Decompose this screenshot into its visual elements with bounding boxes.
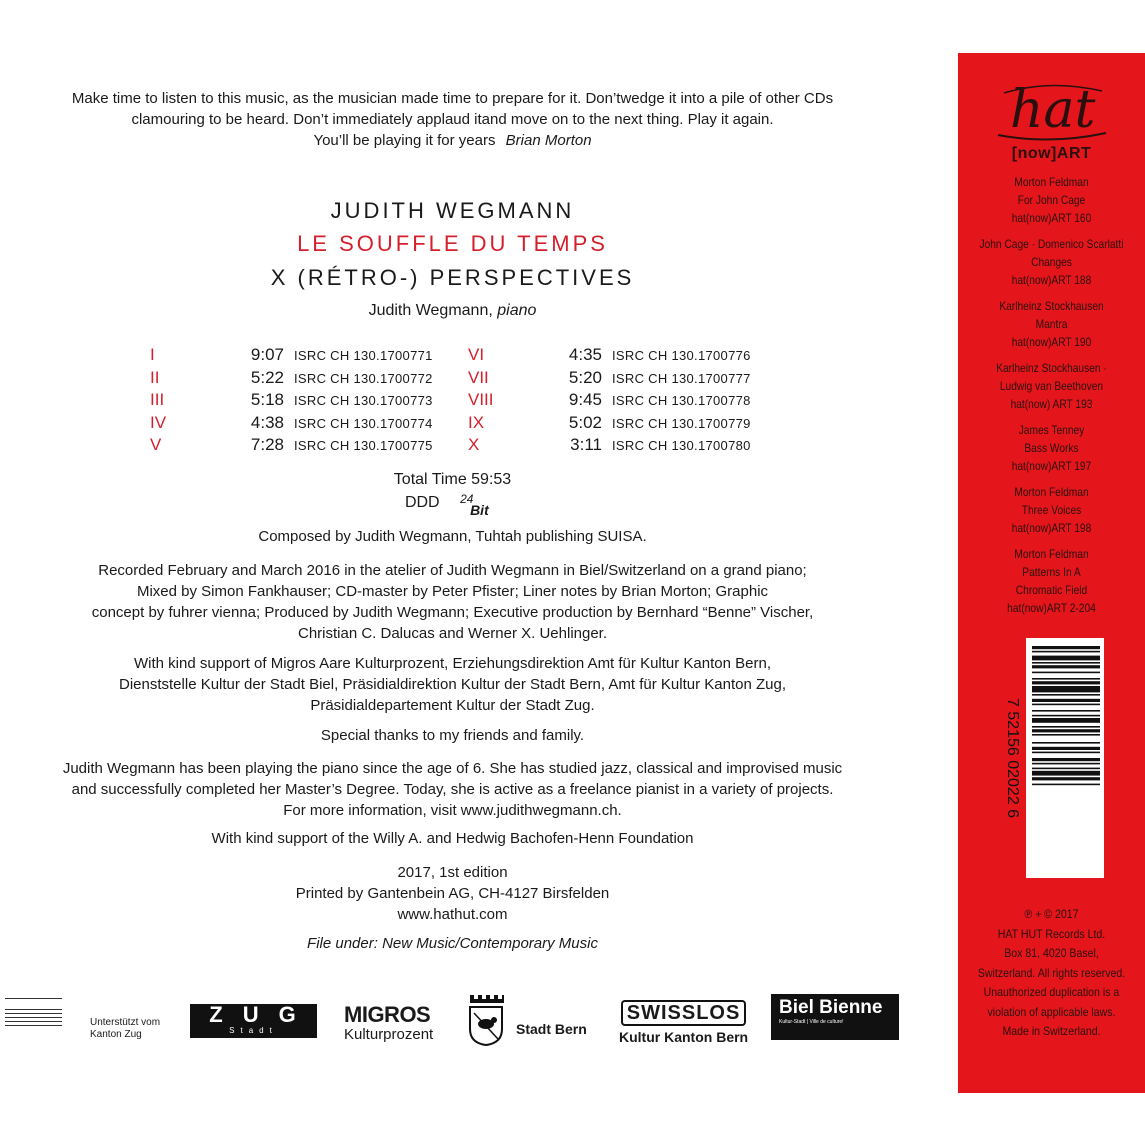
credit-line: Mixed by Simon Fankhauser; CD-master by Peter Pfister; Liner notes by Brian Morton; Graphic bbox=[136, 583, 769, 600]
catalog-line: Karlheinz Stockhausen bbox=[999, 299, 1104, 313]
quote-line: Make time to listen to this music, as the musician made time to prepare for it. Don’twedge it into a pile of other CDs bbox=[71, 90, 834, 107]
swisslos-logo bbox=[619, 1000, 748, 1046]
catalog-line: hat(now) ART 193 bbox=[1010, 397, 1093, 411]
copyright-notice bbox=[969, 905, 1134, 1042]
barcode-bar bbox=[1032, 777, 1100, 780]
website-line: www.hathut.com bbox=[397, 906, 508, 923]
copyright-line: HAT HUT Records Ltd. bbox=[997, 926, 1106, 941]
barcode-bar bbox=[1032, 747, 1100, 750]
stadt-bern-label: Stadt Bern bbox=[516, 1021, 587, 1037]
barcode-bar bbox=[1032, 699, 1100, 702]
track-duration: 9:45 bbox=[568, 390, 602, 409]
bit-depth: 24 bbox=[460, 492, 474, 506]
track-number: VII bbox=[468, 367, 489, 387]
copyright-line: ℗ + © 2017 bbox=[1024, 907, 1079, 921]
catalog-line: Karlheinz Stockhausen · bbox=[996, 361, 1107, 375]
album-subtitle: X (RÉTRO-) PERSPECTIVES bbox=[270, 265, 635, 290]
catalog-line: Changes bbox=[1031, 255, 1072, 269]
total-time: Total Time 59:53 bbox=[393, 471, 512, 488]
edition-line: 2017, 1st edition bbox=[397, 864, 508, 881]
track-isrc: ISRC CH 130.1700780 bbox=[612, 438, 751, 453]
spine-content bbox=[958, 53, 1145, 1093]
track-number: IX bbox=[468, 412, 485, 432]
track-isrc: ISRC CH 130.1700771 bbox=[294, 348, 433, 363]
track-row bbox=[150, 413, 433, 435]
migros-logo bbox=[344, 1004, 433, 1043]
copyright-line: Switzerland. All rights reserved. bbox=[977, 965, 1126, 980]
track-row bbox=[150, 345, 433, 367]
sponsor-logos bbox=[0, 990, 905, 1060]
bio-line: For more information, visit www.judithwegmann.ch. bbox=[283, 802, 622, 819]
track-number: VIII bbox=[468, 390, 494, 409]
kanton-zug-text bbox=[90, 1017, 160, 1041]
track-row bbox=[468, 345, 751, 367]
credit-line: Recorded February and March 2016 in the atelier of Judith Wegmann in Biel/Switzerland on a grand piano; bbox=[98, 562, 807, 579]
catalog-line: hat(now)ART 2-204 bbox=[1007, 601, 1096, 615]
track-isrc: ISRC CH 130.1700774 bbox=[294, 415, 433, 431]
track-duration: 4:35 bbox=[568, 345, 602, 364]
credit-line: concept by fuhrer vienna; Produced by Judith Wegmann; Executive production by Bernhard “Benne” Vischer, bbox=[91, 604, 814, 621]
track-number: X bbox=[468, 435, 480, 454]
catalog-line: hat(now)ART 198 bbox=[1011, 521, 1092, 535]
track-row bbox=[150, 390, 433, 412]
quote-line bbox=[0, 130, 905, 151]
format-line bbox=[0, 494, 905, 516]
catalog-entry bbox=[975, 297, 1127, 351]
artist-name: JUDITH WEGMANN bbox=[330, 198, 575, 223]
barcode-bar bbox=[1032, 704, 1100, 706]
stadt-zug-logo bbox=[190, 1004, 317, 1038]
track-number: IV bbox=[150, 412, 167, 432]
edition-info bbox=[0, 862, 905, 925]
catalog-line: John Cage · Domenico Scarlatti bbox=[979, 237, 1124, 251]
track-row bbox=[468, 390, 751, 412]
barcode-bar bbox=[1032, 710, 1100, 712]
swisslos-name: SWISSLOS bbox=[621, 1000, 747, 1026]
track-isrc: ISRC CH 130.1700775 bbox=[294, 438, 433, 453]
track-row bbox=[150, 435, 433, 457]
hat-label-logo bbox=[990, 75, 1112, 147]
printer-line: Printed by Gantenbein AG, CH-4127 Birsfelden bbox=[295, 885, 610, 902]
catalog-entry bbox=[975, 173, 1127, 227]
ddd-label: DDD bbox=[404, 494, 440, 511]
barcode-bar bbox=[1032, 768, 1100, 770]
composer-credit: Composed by Judith Wegmann, Tuhtah publishing SUISA. bbox=[258, 528, 647, 545]
barcode-bar bbox=[1032, 646, 1100, 649]
track-row bbox=[468, 435, 751, 457]
track-list bbox=[150, 345, 770, 460]
barcode-bar bbox=[1032, 718, 1100, 723]
barcode-bar bbox=[1032, 665, 1100, 668]
track-row bbox=[468, 413, 751, 435]
copyright-line: Box 81, 4020 Basel, bbox=[1004, 946, 1099, 960]
bio-line: and successfully completed her Master’s Degree. Today, she is active as a freelance pianist in a variety of projects. bbox=[71, 781, 834, 798]
zug-logo-small: Stadt bbox=[229, 1026, 278, 1035]
catalog-line: Bass Works bbox=[1024, 441, 1079, 455]
catalog-line: James Tenney bbox=[1018, 423, 1085, 437]
support-line: With kind support of Migros Aare Kulturprozent, Erziehungsdirektion Amt für Kultur Kanton Bern, bbox=[134, 655, 771, 672]
support-credits bbox=[0, 653, 905, 716]
zug-logo-big: ZUG bbox=[209, 1002, 316, 1027]
barcode-bar bbox=[1032, 758, 1100, 761]
track-isrc: ISRC CH 130.1700779 bbox=[612, 415, 751, 431]
barcode-bar bbox=[1032, 672, 1100, 674]
barcode-bar bbox=[1032, 651, 1100, 653]
track-duration: 5:02 bbox=[568, 412, 602, 432]
catalog-line: Patterns In A bbox=[1022, 565, 1081, 579]
support-line: Präsidialdepartement Kultur der Stadt Zug. bbox=[310, 697, 595, 714]
catalog-line: hat(now)ART 190 bbox=[1011, 335, 1092, 349]
track-number: I bbox=[150, 345, 155, 364]
barcode-bar bbox=[1032, 742, 1100, 744]
red-spine bbox=[958, 53, 1145, 1093]
swisslos-sub: Kultur Kanton Bern bbox=[619, 1029, 749, 1045]
copyright-line: Unauthorized duplication is a bbox=[983, 985, 1120, 999]
migros-name: MIGROS bbox=[344, 1002, 431, 1027]
catalog-entry bbox=[975, 359, 1127, 413]
file-under: File under: New Music/Contemporary Music bbox=[307, 935, 598, 952]
track-duration: 9:07 bbox=[250, 345, 284, 364]
bern-crest-icon bbox=[468, 993, 504, 1047]
track-number: III bbox=[150, 390, 165, 409]
catalog-line: Morton Feldman bbox=[1014, 547, 1089, 561]
track-duration: 4:38 bbox=[250, 412, 284, 432]
kanton-zug-line: Kanton Zug bbox=[90, 1029, 142, 1040]
biel-bienne-tagline: Kultur-Stadt | Ville de culture! bbox=[779, 1019, 844, 1025]
track-number: II bbox=[150, 367, 160, 387]
catalog-line: For John Cage bbox=[1017, 193, 1086, 207]
24bit-badge bbox=[460, 494, 500, 516]
catalog-line: Ludwig van Beethoven bbox=[999, 379, 1104, 393]
foundation-support: With kind support of the Willy A. and Hedwig Bachofen-Henn Foundation bbox=[211, 830, 694, 847]
catalog-entry bbox=[975, 483, 1127, 537]
barcode-bar bbox=[1032, 763, 1100, 765]
quote-author: Brian Morton bbox=[505, 132, 592, 149]
recording-credits bbox=[0, 560, 905, 644]
bit-word: Bit bbox=[470, 502, 489, 518]
barcode-bar bbox=[1032, 681, 1100, 684]
track-number: VI bbox=[468, 345, 485, 364]
barcode-bar bbox=[1032, 694, 1100, 696]
quote-line: clamouring to be heard. Don’t immediately applaud itand move on to the next thing. Play it again. bbox=[131, 111, 774, 128]
performer-name: Judith Wegmann, bbox=[368, 302, 493, 319]
track-number: V bbox=[150, 435, 162, 454]
album-title: LE SOUFFLE DU TEMPS bbox=[297, 231, 608, 256]
barcode bbox=[998, 638, 1108, 878]
catalog-entry bbox=[975, 235, 1127, 289]
catalog-line: hat(now)ART 188 bbox=[1011, 273, 1092, 287]
catalog-entry bbox=[975, 545, 1127, 617]
track-row bbox=[468, 368, 751, 390]
artist-bio bbox=[0, 758, 905, 821]
label-name: [now]ART bbox=[1011, 145, 1092, 162]
kanton-zug-line: Unterstützt vom bbox=[90, 1017, 161, 1028]
catalog-line: Chromatic Field bbox=[1015, 583, 1088, 597]
performer-credit bbox=[0, 302, 905, 320]
copyright-line: Made in Switzerland. bbox=[1002, 1024, 1101, 1038]
barcode-bar bbox=[1032, 771, 1100, 776]
barcode-bar bbox=[1032, 715, 1100, 717]
support-line: Dienststelle Kultur der Stadt Biel, Präsidialdirektion Kultur der Stadt Bern, Amt für Kultur Kanton Zug, bbox=[119, 676, 786, 693]
catalog-line: hat(now)ART 160 bbox=[1011, 211, 1092, 225]
barcode-bar bbox=[1032, 734, 1100, 736]
catalog-entry bbox=[975, 421, 1127, 475]
performer-instrument: piano bbox=[497, 302, 537, 319]
barcode-bar bbox=[1032, 686, 1100, 692]
kanton-zug-lines-logo bbox=[5, 998, 62, 1038]
stadt-bern-logo bbox=[468, 993, 587, 1047]
copyright-line: violation of applicable laws. bbox=[987, 1004, 1116, 1019]
track-duration: 5:18 bbox=[250, 390, 284, 409]
barcode-bar bbox=[1032, 662, 1100, 664]
catalog-line: hat(now)ART 197 bbox=[1011, 459, 1092, 473]
quote-text: You’ll be playing it for years bbox=[313, 132, 496, 149]
barcode-bar bbox=[1032, 784, 1100, 786]
track-isrc: ISRC CH 130.1700776 bbox=[612, 348, 751, 363]
bio-line: Judith Wegmann has been playing the piano since the age of 6. She has studied jazz, classical and improvised music bbox=[62, 760, 843, 777]
thanks-line: Special thanks to my friends and family. bbox=[320, 727, 585, 744]
biel-bienne-logo bbox=[771, 994, 899, 1040]
barcode-bar bbox=[1032, 726, 1100, 728]
track-duration: 5:20 bbox=[568, 367, 602, 387]
barcode-bar bbox=[1032, 656, 1100, 661]
catalog-line: Morton Feldman bbox=[1014, 485, 1089, 499]
track-row bbox=[150, 368, 433, 390]
track-isrc: ISRC CH 130.1700778 bbox=[612, 393, 751, 408]
barcode-bar bbox=[1032, 752, 1100, 754]
migros-sub: Kulturprozent bbox=[344, 1026, 434, 1043]
catalog-line: Mantra bbox=[1035, 317, 1068, 331]
track-duration: 7:28 bbox=[250, 435, 284, 454]
catalog-line: Three Voices bbox=[1021, 503, 1082, 517]
track-isrc: ISRC CH 130.1700772 bbox=[294, 370, 433, 386]
track-duration: 5:22 bbox=[250, 367, 284, 387]
barcode-bar bbox=[1032, 729, 1100, 732]
barcode-bar bbox=[1032, 678, 1100, 680]
track-isrc: ISRC CH 130.1700773 bbox=[294, 393, 433, 408]
track-isrc: ISRC CH 130.1700777 bbox=[612, 370, 751, 386]
catalog-line: Morton Feldman bbox=[1014, 175, 1089, 189]
quote-block bbox=[0, 88, 905, 151]
biel-bienne-name: Biel Bienne bbox=[779, 997, 883, 1018]
barcode-digits: 7 52156 02022 6 bbox=[1004, 697, 1021, 819]
credit-line: Christian C. Dalucas and Werner X. Uehlinger. bbox=[297, 625, 608, 642]
hat-logo-text: hat bbox=[1010, 80, 1096, 140]
track-duration: 3:11 bbox=[570, 435, 602, 454]
